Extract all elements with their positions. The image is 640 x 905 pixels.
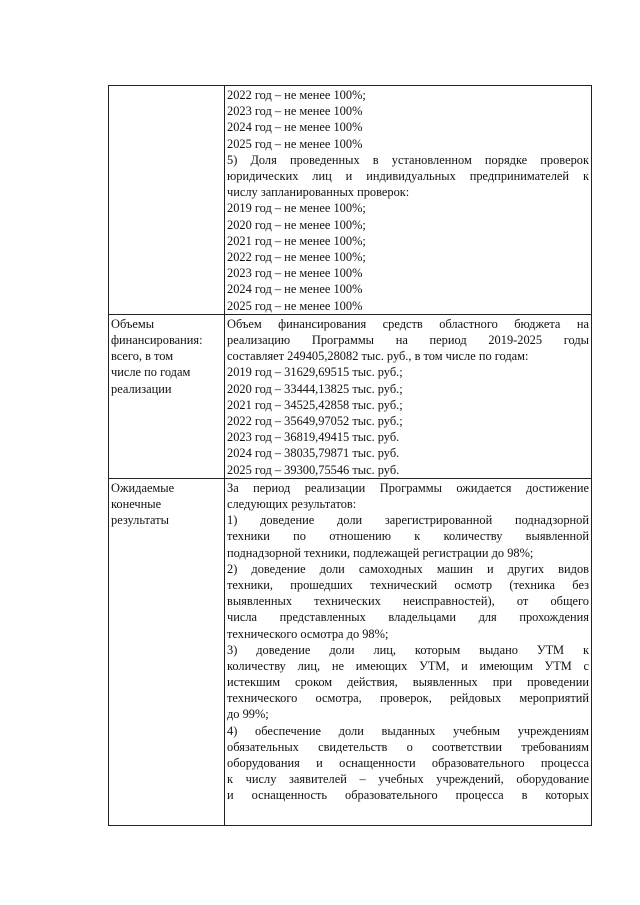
- table-row: [109, 86, 592, 315]
- text-line: 2022 год – 35649,97052 тыс. руб.;: [227, 414, 403, 428]
- text-line: 2024 год – 38035,79871 тыс. руб.: [227, 446, 400, 461]
- text-line: 2024 год – не менее 100%: [227, 120, 363, 135]
- text-line: 2025 год – не менее 100%: [227, 136, 363, 151]
- text-line: 4) обеспечение доли выданных учебным учреждениям: [227, 723, 589, 738]
- row-label-cell: [109, 314, 225, 478]
- row-value-cell: [225, 86, 592, 315]
- text-line: количеству лиц, не имеющих УТМ, и имеющим УТМ с: [227, 658, 589, 673]
- text-line: юридических лиц и индивидуальных предпринимателей к: [227, 169, 589, 183]
- text-line: числу запланированных проверок:: [227, 185, 410, 200]
- text-line: 2023 год – не менее 100%: [227, 104, 363, 119]
- text-line: выявленных технических неисправностей), от общего: [227, 594, 589, 609]
- text-line: числа представленных владельцами для прохождения: [227, 610, 589, 625]
- text-line: 2023 год – не менее 100%: [227, 266, 363, 281]
- text-line: 3) доведение доли лиц, которым выдано УТМ к: [227, 642, 589, 657]
- text-line: оборудования и оснащенности образовательного процесса: [227, 756, 589, 771]
- text-line: реализацию Программы на период 2019-2025 годы: [227, 333, 589, 347]
- table-row: [109, 314, 592, 478]
- text-line: За период реализации Программы ожидается достижение: [227, 480, 589, 495]
- text-line: технического осмотра до 98%;: [227, 626, 389, 641]
- text-line: поднадзорной техники, подлежащей регистрации до 98%;: [227, 545, 534, 560]
- label-line: Объемы: [111, 316, 155, 331]
- label-line: Ожидаемые: [111, 480, 175, 495]
- text-line: 2024 год – не менее 100%: [227, 282, 363, 297]
- row-value-cell: [225, 314, 592, 478]
- text-line: 2021 год – 34525,42858 тыс. руб.;: [227, 397, 403, 412]
- table-row: [109, 478, 592, 825]
- label-line: финансирования:: [111, 333, 203, 348]
- text-line: 2025 год – 39300,75546 тыс. руб.: [227, 462, 400, 477]
- text-line: 2022 год – не менее 100%;: [227, 88, 366, 102]
- text-line: Объем финансирования средств областного бюджета на: [227, 316, 589, 331]
- row-value-cell: [225, 478, 592, 825]
- text-line: 2021 год – не менее 100%;: [227, 233, 366, 248]
- text-line: технического осмотра, проверок, рейдовых мероприятий: [227, 691, 589, 706]
- text-line: 2019 год – 31629,69515 тыс. руб.;: [227, 365, 403, 380]
- label-line: результаты: [111, 513, 169, 528]
- text-line: 2022 год – не менее 100%;: [227, 250, 366, 264]
- label-line: конечные: [111, 497, 162, 512]
- text-line: 2) доведение доли самоходных машин и других видов: [227, 561, 589, 576]
- row-label-cell: [109, 86, 225, 315]
- text-line: 1) доведение доли зарегистрированной поднадзорной: [227, 513, 589, 528]
- text-line: 2019 год – не менее 100%;: [227, 201, 366, 216]
- label-line: реализации: [111, 381, 172, 396]
- text-line: 2020 год – не менее 100%;: [227, 217, 366, 232]
- text-line: следующих результатов:: [227, 497, 357, 511]
- text-line: истекшим сроком действия, выявленных при проведении: [227, 675, 589, 690]
- text-line: 2023 год – 36819,49415 тыс. руб.: [227, 430, 400, 445]
- text-line: до 99%;: [227, 707, 269, 722]
- text-line: обязательных свидетельств о соответствии требованиям: [227, 739, 589, 754]
- label-line: числе по годам: [111, 365, 191, 380]
- text-line: 2025 год – не менее 100%: [227, 298, 363, 313]
- text-line: техники по отношению к количеству выявленной: [227, 529, 589, 544]
- text-line: техники, прошедших технический осмотр (техника без: [227, 577, 589, 592]
- label-line: всего, в том: [111, 349, 174, 364]
- program-passport-table: [108, 85, 592, 826]
- text-line: составляет 249405,28082 тыс. руб., в том числе по годам:: [227, 349, 529, 364]
- text-line: 5) Доля проведенных в установленном порядке проверок: [227, 152, 589, 167]
- row-label-cell: [109, 478, 225, 825]
- text-line: и оснащенность образовательного процесса в которых: [227, 788, 589, 803]
- text-line: к числу заявителей – учебных учреждений, оборудование: [227, 772, 589, 787]
- text-line: 2020 год – 33444,13825 тыс. руб.;: [227, 381, 403, 396]
